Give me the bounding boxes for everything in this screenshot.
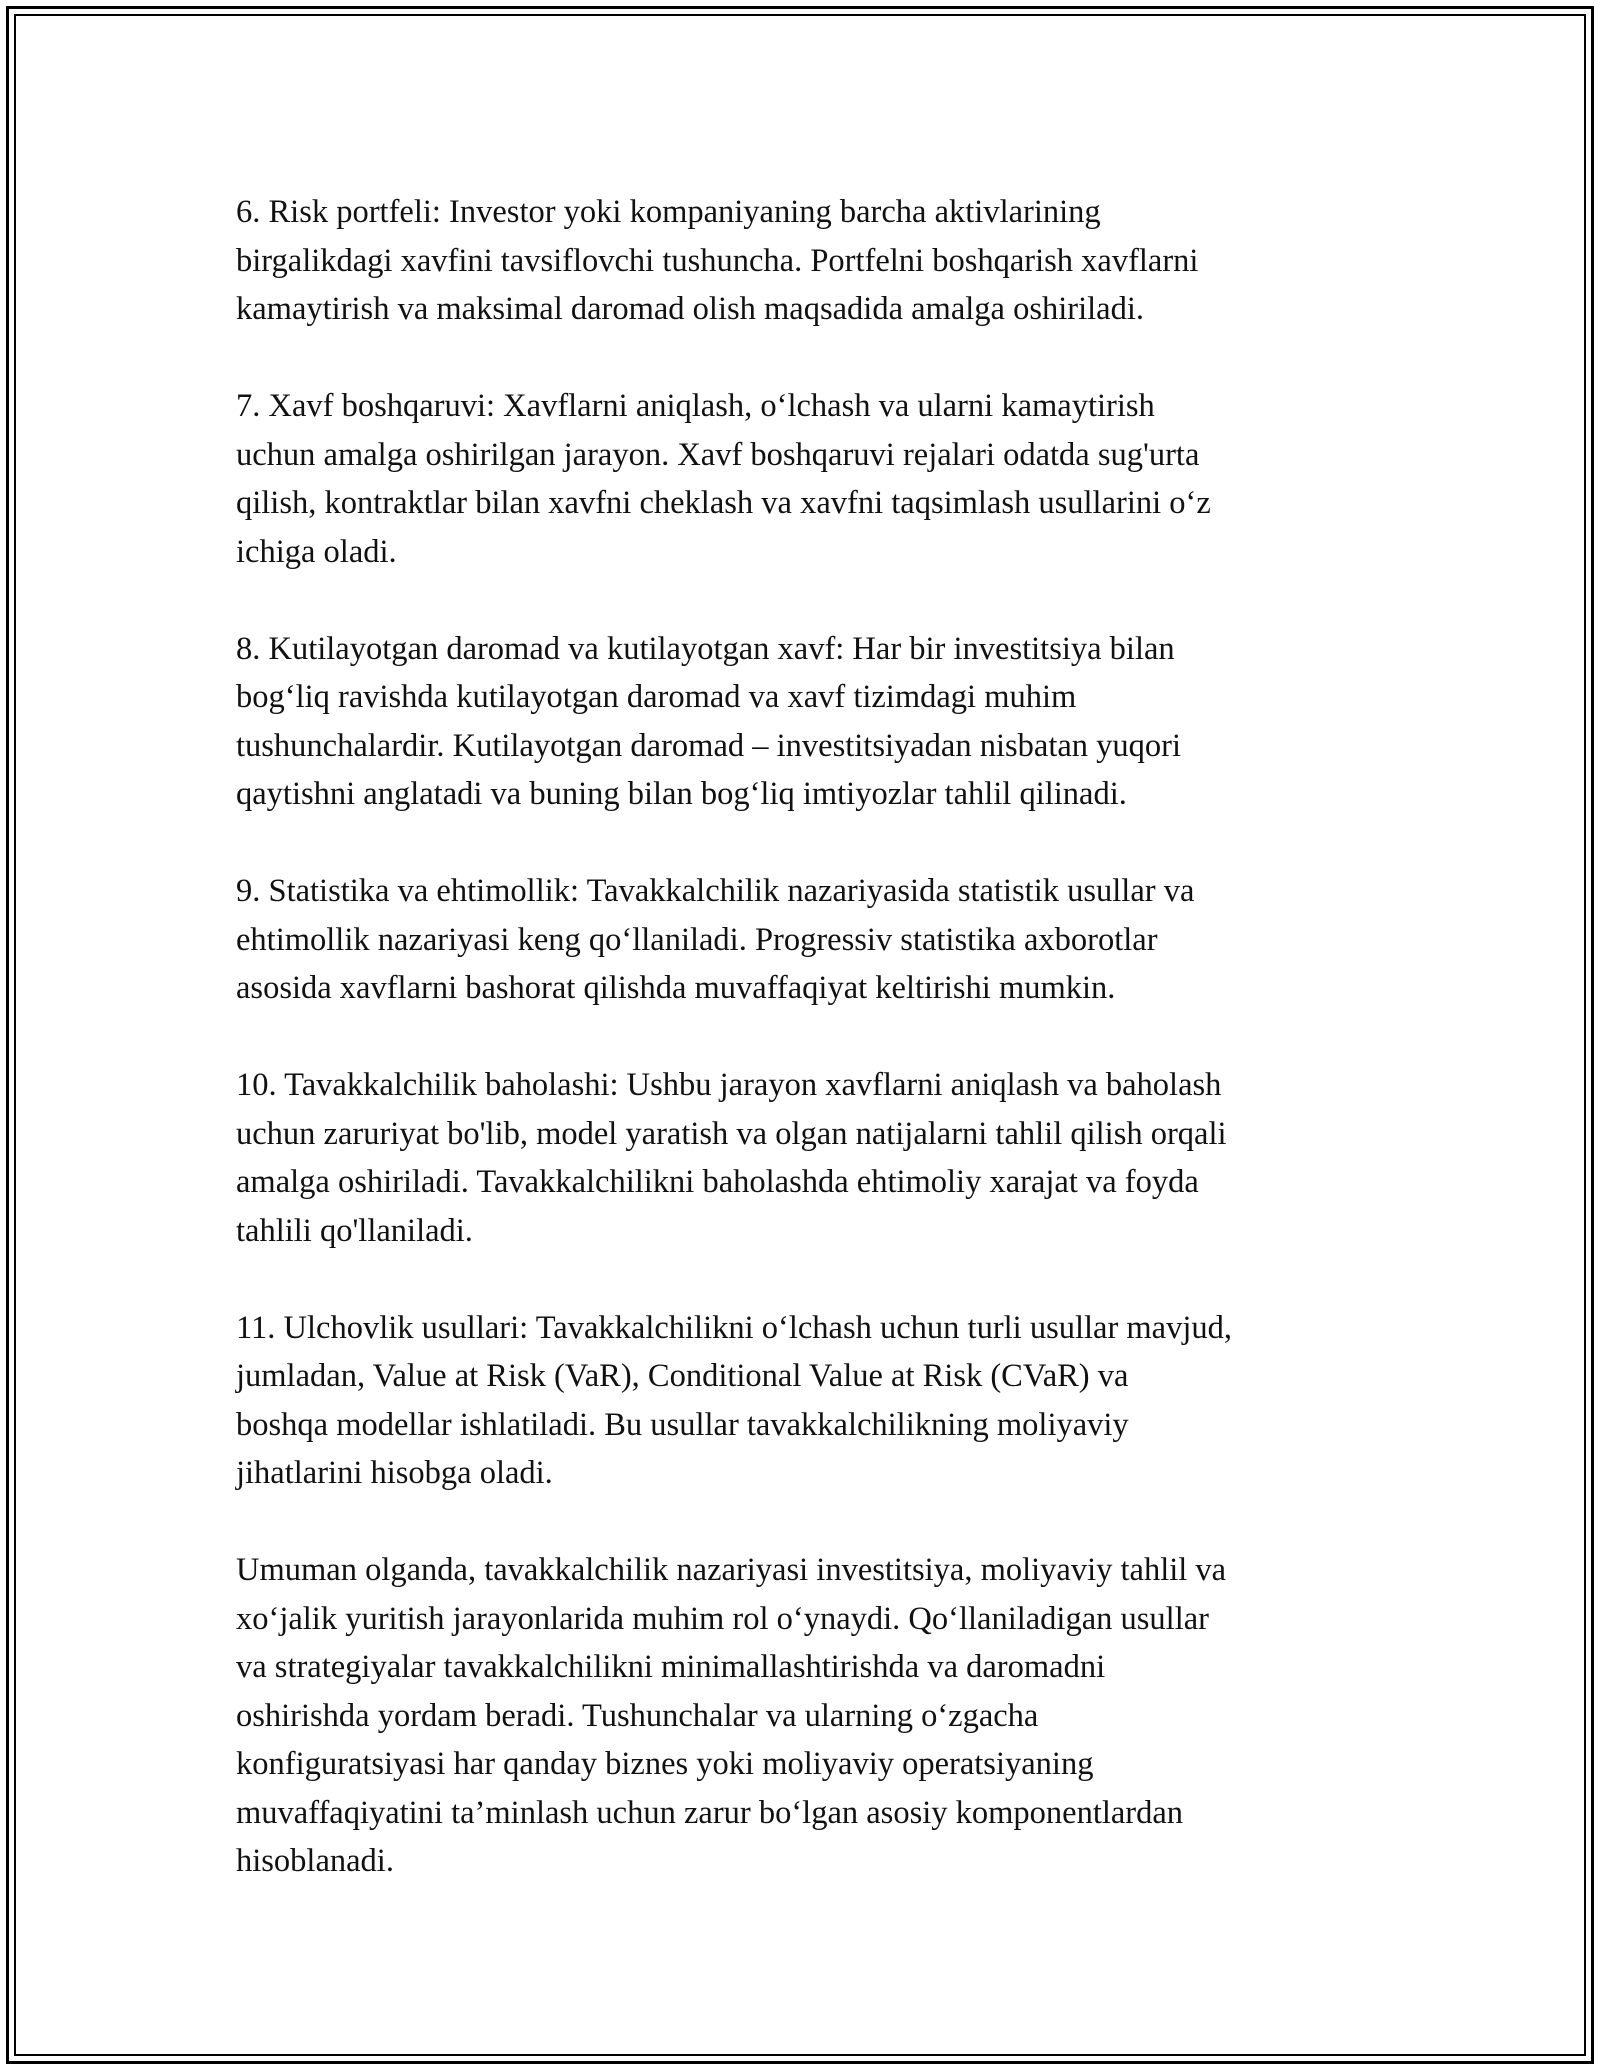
text-line: kamaytirish va maksimal daromad olish maqsadida amalga oshiriladi. [236,291,1144,327]
text-line: 7. Xavf boshqaruvi: Xavflarni aniqlash, o‘lchash va ularni kamaytirish [236,388,1155,424]
text-line: ehtimollik nazariyasi keng qo‘llaniladi. Progressiv statistika axborotlar [236,921,1158,958]
paragraph-measurement-methods [236,1304,1376,1498]
text-line: muvaffaqiyatini ta’minlash uchun zarur bo‘lgan asosiy komponentlardan [236,1794,1184,1831]
text-line: jihatlarini hisobga oladi. [236,1455,553,1491]
paragraph-expected-return [236,625,1376,819]
text-line: va strategiyalar tavakkalchilikni minimallashtirishda va daromadni [236,1649,1106,1685]
paragraph-statistics [236,867,1376,1013]
text-line: amalga oshiriladi. Tavakkalchilikni baholashda ehtimoliy xarajat va foyda [236,1164,1199,1200]
text-line: qaytishni anglatadi va buning bilan bog‘liq imtiyozlar tahlil qilinadi. [236,776,1127,812]
text-line: tahlili qo'llaniladi. [236,1212,473,1249]
text-line: boshqa modellar ishlatiladi. Bu usullar tavakkalchilikning moliyaviy [236,1406,1129,1443]
text-line: asosida xavflarni bashorat qilishda muvaffaqiyat keltirishi mumkin. [236,970,1116,1006]
text-line: 8. Kutilayotgan daromad va kutilayotgan xavf: Har bir investitsiya bilan [236,630,1175,667]
text-line: jumladan, Value at Risk (VaR), Conditional Value at Risk (CVaR) va [236,1358,1129,1394]
text-line: qilish, kontraktlar bilan xavfni cheklash va xavfni taqsimlash usullarini o‘z [236,485,1211,521]
paragraph-risk-assessment [236,1061,1376,1255]
text-line: uchun zaruriyat bo'lib, model yaratish va olgan natijalarni tahlil qilish orqali [236,1115,1227,1152]
paragraph-risk-portfolio [236,188,1376,334]
text-line: xo‘jalik yuritish jarayonlarida muhim rol o‘ynaydi. Qo‘llaniladigan usullar [236,1600,1209,1637]
document-body [236,188,1376,1886]
text-line: Umuman olganda, tavakkalchilik nazariyasi investitsiya, moliyaviy tahlil va [236,1552,1227,1588]
text-line: bog‘liq ravishda kutilayotgan daromad va xavf tizimdagi muhim [236,679,1077,715]
text-line: tushunchalardir. Kutilayotgan daromad – investitsiyadan nisbatan yuqori [236,727,1182,764]
text-line: 10. Tavakkalchilik baholashi: Ushbu jarayon xavflarni aniqlash va baholash [236,1067,1222,1103]
text-line: 11. Ulchovlik usullari: Tavakkalchilikni o‘lchash uchun turli usullar mavjud, [236,1309,1233,1346]
paragraph-risk-management [236,382,1376,576]
text-line: oshirishda yordam beradi. Tushunchalar va ularning o‘zgacha [236,1697,1039,1734]
text-line: birgalikdagi xavfini tavsiflovchi tushuncha. Portfelni boshqarish xavflarni [236,242,1199,279]
text-line: ichiga oladi. [236,533,397,570]
text-line: uchun amalga oshirilgan jarayon. Xavf boshqaruvi rejalari odatda sug'urta [236,436,1200,473]
text-line: 9. Statistika va ehtimollik: Tavakkalchilik nazariyasida statistik usullar va [236,873,1195,909]
text-line: 6. Risk portfeli: Investor yoki kompaniyaning barcha aktivlarining [236,194,1101,230]
text-line: hisoblanadi. [236,1843,394,1879]
paragraph-conclusion [236,1546,1376,1886]
text-line: konfiguratsiyasi har qanday biznes yoki moliyaviy operatsiyaning [236,1746,1094,1782]
